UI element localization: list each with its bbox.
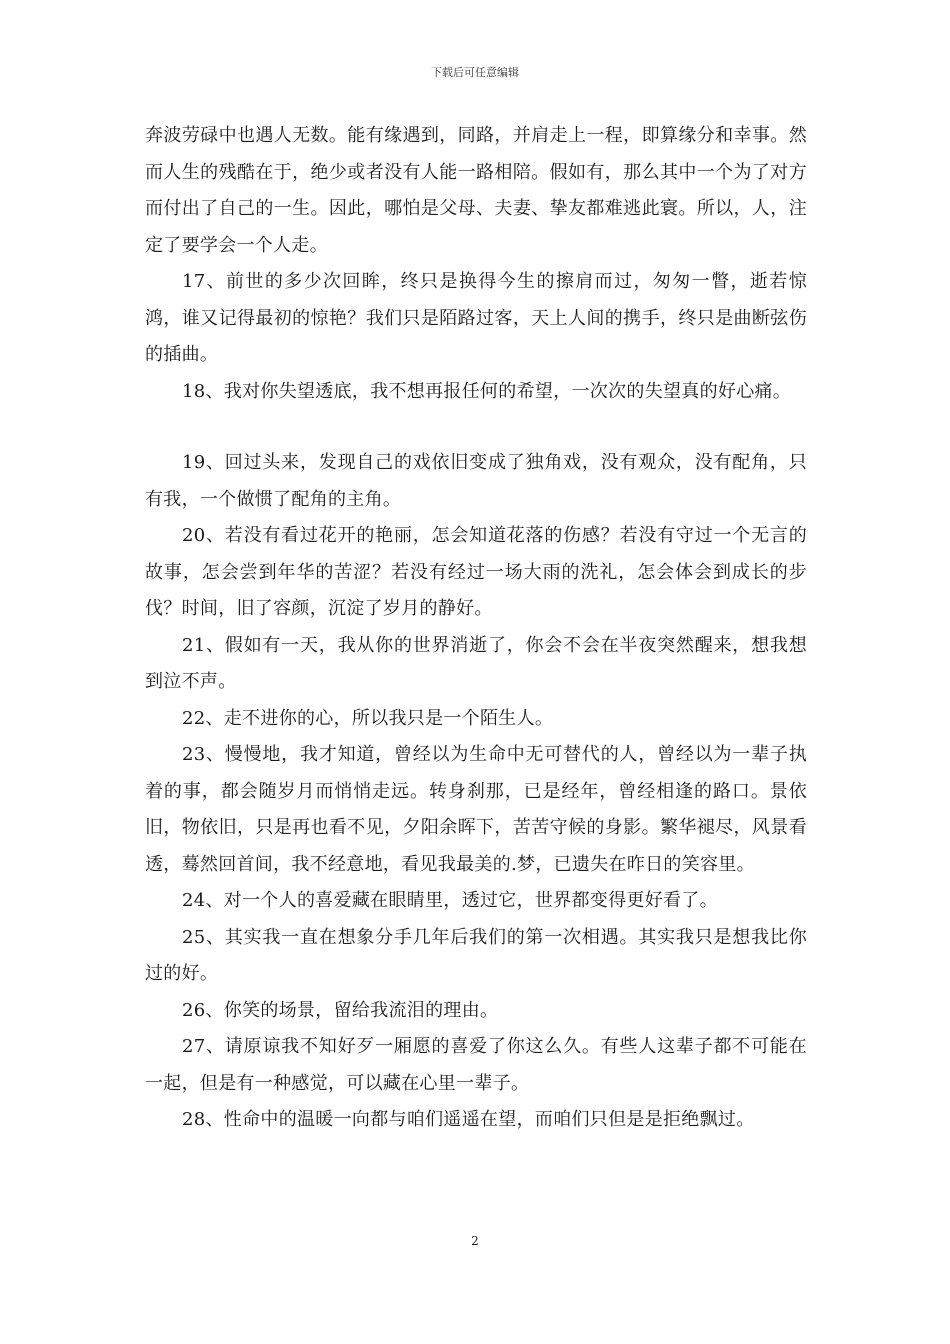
paragraph-28: 28、性命中的温暖一向都与咱们遥遥在望，而咱们只但是是拒绝飘过。	[182, 1109, 755, 1130]
paragraph-25: 25、其实我一直在想象分手几年后我们的第一次相遇。其实我只是想我比你过的好。	[145, 926, 807, 984]
paragraph-21: 21、假如有一天，我从你的世界消逝了，你会不会在半夜突然醒来，想我想到泣不声。	[145, 634, 807, 692]
paragraph-continuation: 奔波劳碌中也遇人无数。能有缘遇到，同路，并肩走上一程，即算缘分和幸事。然而人生的残酷在于，绝少或者没有人能一路相陪。假如有，那么其中一个为了对方而付出了自己的一生。因此，哪怕是父母、夫妻、挚友都难逃此寰。所以，人，注定了要学会一个人走。	[145, 125, 807, 256]
paragraph-19: 19、回过头来，发现自己的戏依旧变成了独角戏，没有观众，没有配角，只有我，一个做惯了配角的主角。	[145, 452, 807, 510]
page-number: 2	[471, 1234, 479, 1248]
paragraph-27: 27、请原谅我不知好歹一厢愿的喜爱了你这么久。有些人这辈子都不可能在一起，但是有一种感觉，可以藏在心里一辈子。	[145, 1036, 807, 1094]
paragraph-spacer	[145, 410, 807, 445]
paragraph-20: 20、若没有看过花开的艳丽，怎会知道花落的伤感？若没有守过一个无言的故事，怎会尝到年华的苦涩？若没有经过一场大雨的洗礼，怎会体会到成长的步伐？时间，旧了容颜，沉淀了岁月的静好。	[145, 525, 807, 619]
paragraph-22: 22、走不进你的心，所以我只是一个陌生人。	[182, 707, 554, 729]
document-body	[145, 118, 807, 1139]
paragraph-26: 26、你笑的场景，留给我流泪的理由。	[182, 999, 499, 1021]
paragraph-17: 17、前世的多少次回眸，终只是换得今生的擦肩而过，匆匆一瞥，逝若惊鸿，谁又记得最初的惊艳？我们只是陌路过客，天上人间的携手，终只是曲断弦伤的插曲。	[145, 271, 807, 365]
paragraph-24: 24、对一个人的喜爱藏在眼睛里，透过它，世界都变得更好看了。	[182, 890, 718, 911]
paragraph-23: 23、慢慢地，我才知道，曾经以为生命中无可替代的人，曾经以为一辈子执着的事，都会随岁月而悄悄走远。转身刹那，已是经年，曾经相逢的路口。景依旧，物依旧，只是再也看不见，夕阳余晖下，苦苦守候的身影。繁华褪尽，风景看透，蓦然回首间，我不经意地，看见我最美的.梦，已遗失在昨日的笑容里。	[145, 744, 807, 875]
paragraph-18: 18、我对你失望透底，我不想再报任何的希望，一次次的失望真的好心痛。	[182, 380, 792, 402]
page-header: 下载后可任意编辑	[431, 66, 519, 79]
